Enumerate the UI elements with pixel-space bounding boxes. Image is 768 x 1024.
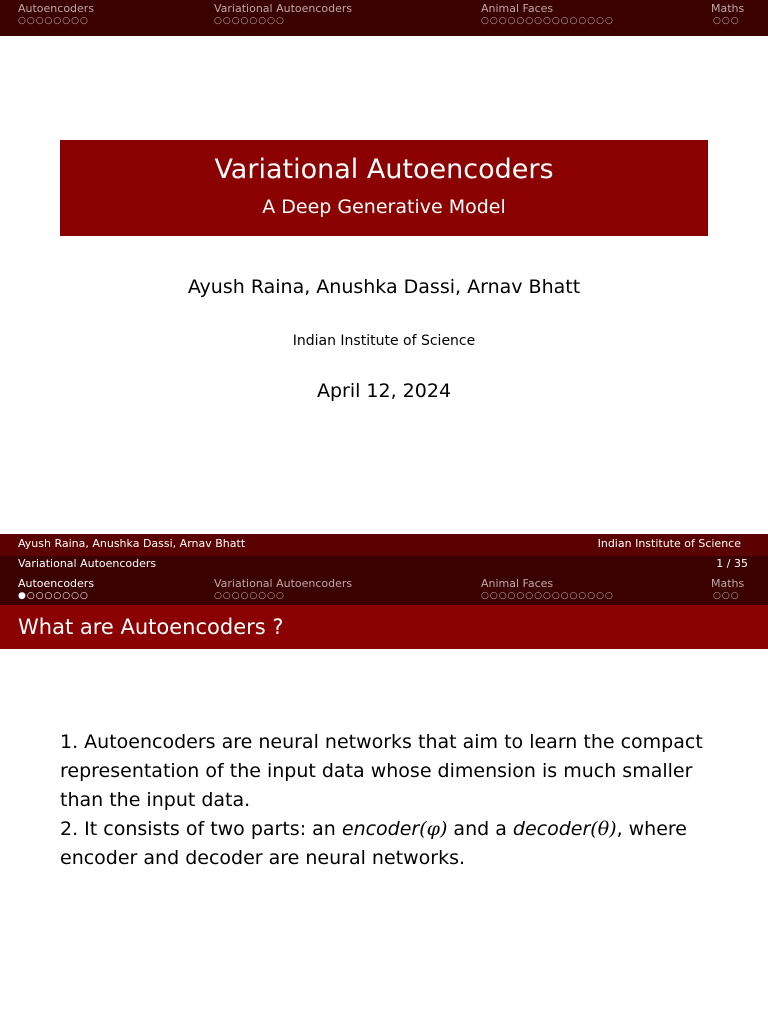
nav-section-autoencoders[interactable]: Autoencoders bbox=[18, 2, 95, 15]
point-1: 1. Autoencoders are neural networks that aim to learn the compact representation of the input data whose dimension is much smaller than the input data. bbox=[60, 731, 703, 811]
nav-dots-animal-faces[interactable]: ○○○○○○○○○○○○○○○ bbox=[481, 591, 614, 601]
nav-dots-autoencoders[interactable]: ○○○○○○○○ bbox=[18, 16, 89, 26]
title-box bbox=[60, 140, 708, 236]
authors: Ayush Raina, Anushka Dassi, Arnav Bhatt bbox=[187, 276, 581, 298]
frame-title: What are Autoencoders ? bbox=[18, 615, 284, 639]
nav-dots-variational-autoencoders[interactable]: ○○○○○○○○ bbox=[214, 591, 285, 601]
point-2-prefix: 2. It consists of two parts: an bbox=[60, 818, 342, 840]
point-2-suffix: , where encoder and decoder are neural networks. bbox=[60, 818, 687, 869]
point-2 bbox=[60, 815, 720, 873]
footer-institute: Indian Institute of Science bbox=[597, 537, 741, 550]
nav-dots-autoencoders-current[interactable]: ●○○○○○○○ bbox=[18, 591, 89, 601]
nav-section-variational-autoencoders[interactable]: Variational Autoencoders bbox=[214, 2, 353, 15]
page-number: 1 / 35 bbox=[716, 557, 748, 570]
institute: Indian Institute of Science bbox=[292, 333, 476, 349]
nav-dots-maths[interactable]: ○○○ bbox=[713, 16, 740, 26]
nav-section-maths[interactable]: Maths bbox=[711, 577, 745, 590]
section-navigation-bar-2 bbox=[0, 574, 768, 605]
nav-dots-maths[interactable]: ○○○ bbox=[713, 591, 740, 601]
nav-section-variational-autoencoders[interactable]: Variational Autoencoders bbox=[214, 577, 353, 590]
frame-title-bar bbox=[0, 605, 768, 649]
encoder-term: encoder bbox=[341, 818, 420, 840]
section-navigation-bar bbox=[0, 0, 768, 36]
nav-dots-animal-faces[interactable]: ○○○○○○○○○○○○○○○ bbox=[481, 16, 614, 26]
footer-title-bar bbox=[0, 556, 768, 574]
nav-dots-variational-autoencoders[interactable]: ○○○○○○○○ bbox=[214, 16, 285, 26]
decoder-term: decoder bbox=[512, 818, 591, 840]
footer-bar bbox=[0, 534, 768, 556]
theta-symbol: (θ) bbox=[590, 818, 617, 840]
footer-authors: Ayush Raina, Anushka Dassi, Arnav Bhatt bbox=[18, 537, 246, 550]
slide-body bbox=[60, 728, 720, 873]
phi-symbol: (φ) bbox=[419, 818, 448, 840]
nav-section-animal-faces[interactable]: Animal Faces bbox=[481, 2, 554, 15]
date: April 12, 2024 bbox=[316, 380, 452, 402]
footer-short-title: Variational Autoencoders bbox=[18, 557, 157, 570]
presentation-subtitle: A Deep Generative Model bbox=[262, 196, 506, 218]
nav-section-animal-faces[interactable]: Animal Faces bbox=[481, 577, 554, 590]
nav-section-maths[interactable]: Maths bbox=[711, 2, 745, 15]
nav-section-autoencoders-current[interactable]: Autoencoders bbox=[18, 577, 95, 590]
point-2-mid: and a bbox=[447, 818, 513, 840]
presentation-title: Variational Autoencoders bbox=[214, 154, 554, 185]
